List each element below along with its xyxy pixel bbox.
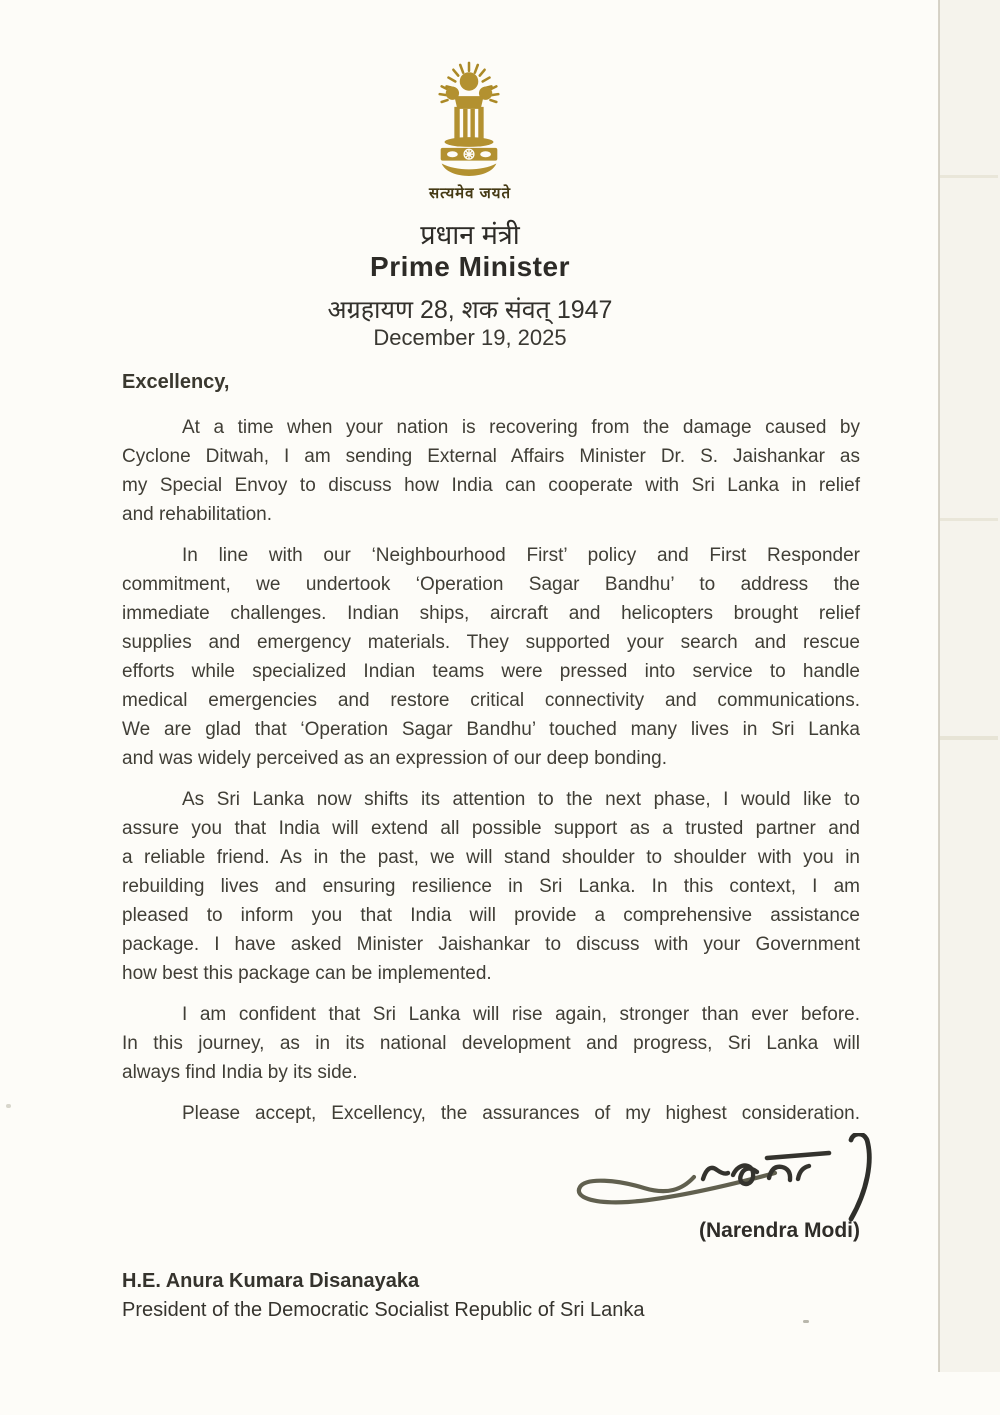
signatory-name: (Narendra Modi) bbox=[698, 1219, 860, 1242]
text-line: and was widely perceived as an expression of our deep bonding. bbox=[122, 748, 668, 769]
scan-streak bbox=[940, 736, 998, 740]
dharma-chakra bbox=[464, 149, 474, 159]
text-line: medical emergencies and restore critical connectivity and communications. bbox=[122, 690, 860, 711]
text-line: We are glad that ‘Operation Sagar Bandhu’ touched many lives in Sri Lanka bbox=[122, 719, 860, 740]
paragraph-2 bbox=[122, 541, 860, 773]
lion-leg bbox=[478, 107, 483, 139]
text-line: In line with our ‘Neighbourhood First’ policy and First Responder bbox=[182, 545, 860, 566]
text-line: I am confident that Sri Lanka will rise again, stronger than ever before. bbox=[182, 1004, 860, 1025]
emblem-of-india bbox=[425, 60, 513, 185]
text-line: rebuilding lives and ensuring resilience in Sri Lanka. In this context, I am bbox=[122, 876, 860, 897]
letter-body bbox=[122, 413, 860, 1140]
text-line: efforts while specialized Indian teams were pressed into service to handle bbox=[122, 661, 860, 682]
lion-leg bbox=[463, 109, 467, 139]
text-line: As Sri Lanka now shifts its attention to the next phase, I would like to bbox=[182, 789, 860, 810]
salutation: Excellency, bbox=[122, 371, 230, 393]
text-line: In this journey, as in its national development and progress, Sri Lanka will bbox=[122, 1033, 860, 1054]
pedestal-top bbox=[445, 137, 494, 147]
text-line: pleased to inform you that India will provide a comprehensive assistance bbox=[122, 905, 860, 926]
text-line: and rehabilitation. bbox=[122, 504, 272, 525]
date-gregorian: December 19, 2025 bbox=[373, 325, 567, 350]
paragraph-3 bbox=[122, 785, 860, 988]
horse-figure bbox=[447, 151, 458, 157]
page-edge-line bbox=[938, 0, 940, 1372]
bull-figure bbox=[480, 151, 491, 157]
date-hindi-saka: अग्रहायण 28, शक संवत् 1947 bbox=[327, 296, 613, 324]
recipient-block bbox=[122, 1270, 644, 1322]
scan-edge-strip bbox=[939, 0, 1000, 1372]
lotus-base bbox=[442, 164, 497, 176]
text-line: Cyclone Ditwah, I am sending External Affairs Minister Dr. S. Jaishankar as bbox=[122, 446, 860, 467]
text-line: supplies and emergency materials. They supported your search and rescue bbox=[122, 632, 860, 653]
lion-leg bbox=[470, 109, 474, 139]
text-line: a reliable friend. As in the past, we will stand shoulder to shoulder with you in bbox=[122, 847, 860, 868]
text-line: always find India by its side. bbox=[122, 1062, 358, 1083]
scan-speck bbox=[6, 1104, 11, 1108]
recipient-name: H.E. Anura Kumara Disanayaka bbox=[122, 1270, 420, 1292]
motto-satyameva-jayate: सत्यमेव जयते bbox=[428, 185, 512, 202]
text-line: commitment, we undertook ‘Operation Sagar Bandhu’ to address the bbox=[122, 574, 860, 595]
text-line: package. I have asked Minister Jaishankar to discuss with your Government bbox=[122, 934, 860, 955]
text-line: my Special Envoy to discuss how India can cooperate with Sri Lanka in relief bbox=[122, 475, 860, 496]
text-line: immediate challenges. Indian ships, aircraft and helicopters brought relief bbox=[122, 603, 860, 624]
text-line: At a time when your nation is recovering from the damage caused by bbox=[182, 417, 860, 438]
scan-streak bbox=[940, 518, 998, 521]
text-line: Please accept, Excellency, the assurances of my highest consideration. bbox=[182, 1103, 860, 1124]
lion-leg bbox=[454, 107, 459, 139]
title-hindi: प्रधान मंत्री bbox=[420, 220, 520, 250]
center-lion-head bbox=[460, 72, 479, 91]
paragraph-4 bbox=[122, 1000, 860, 1087]
signature-loop-sweep bbox=[579, 1173, 775, 1202]
handwritten-signature bbox=[570, 1133, 880, 1228]
scan-speck bbox=[803, 1320, 809, 1323]
text-line: assure you that India will extend all possible support as a trusted partner and bbox=[122, 818, 860, 839]
scan-streak bbox=[940, 175, 998, 178]
paragraph-closing bbox=[122, 1099, 860, 1128]
text-line: how best this package can be implemented. bbox=[122, 963, 492, 984]
paragraph-1 bbox=[122, 413, 860, 529]
title-prime-minister: Prime Minister bbox=[370, 251, 570, 282]
recipient-title: President of the Democratic Socialist Republic of Sri Lanka bbox=[122, 1299, 645, 1321]
